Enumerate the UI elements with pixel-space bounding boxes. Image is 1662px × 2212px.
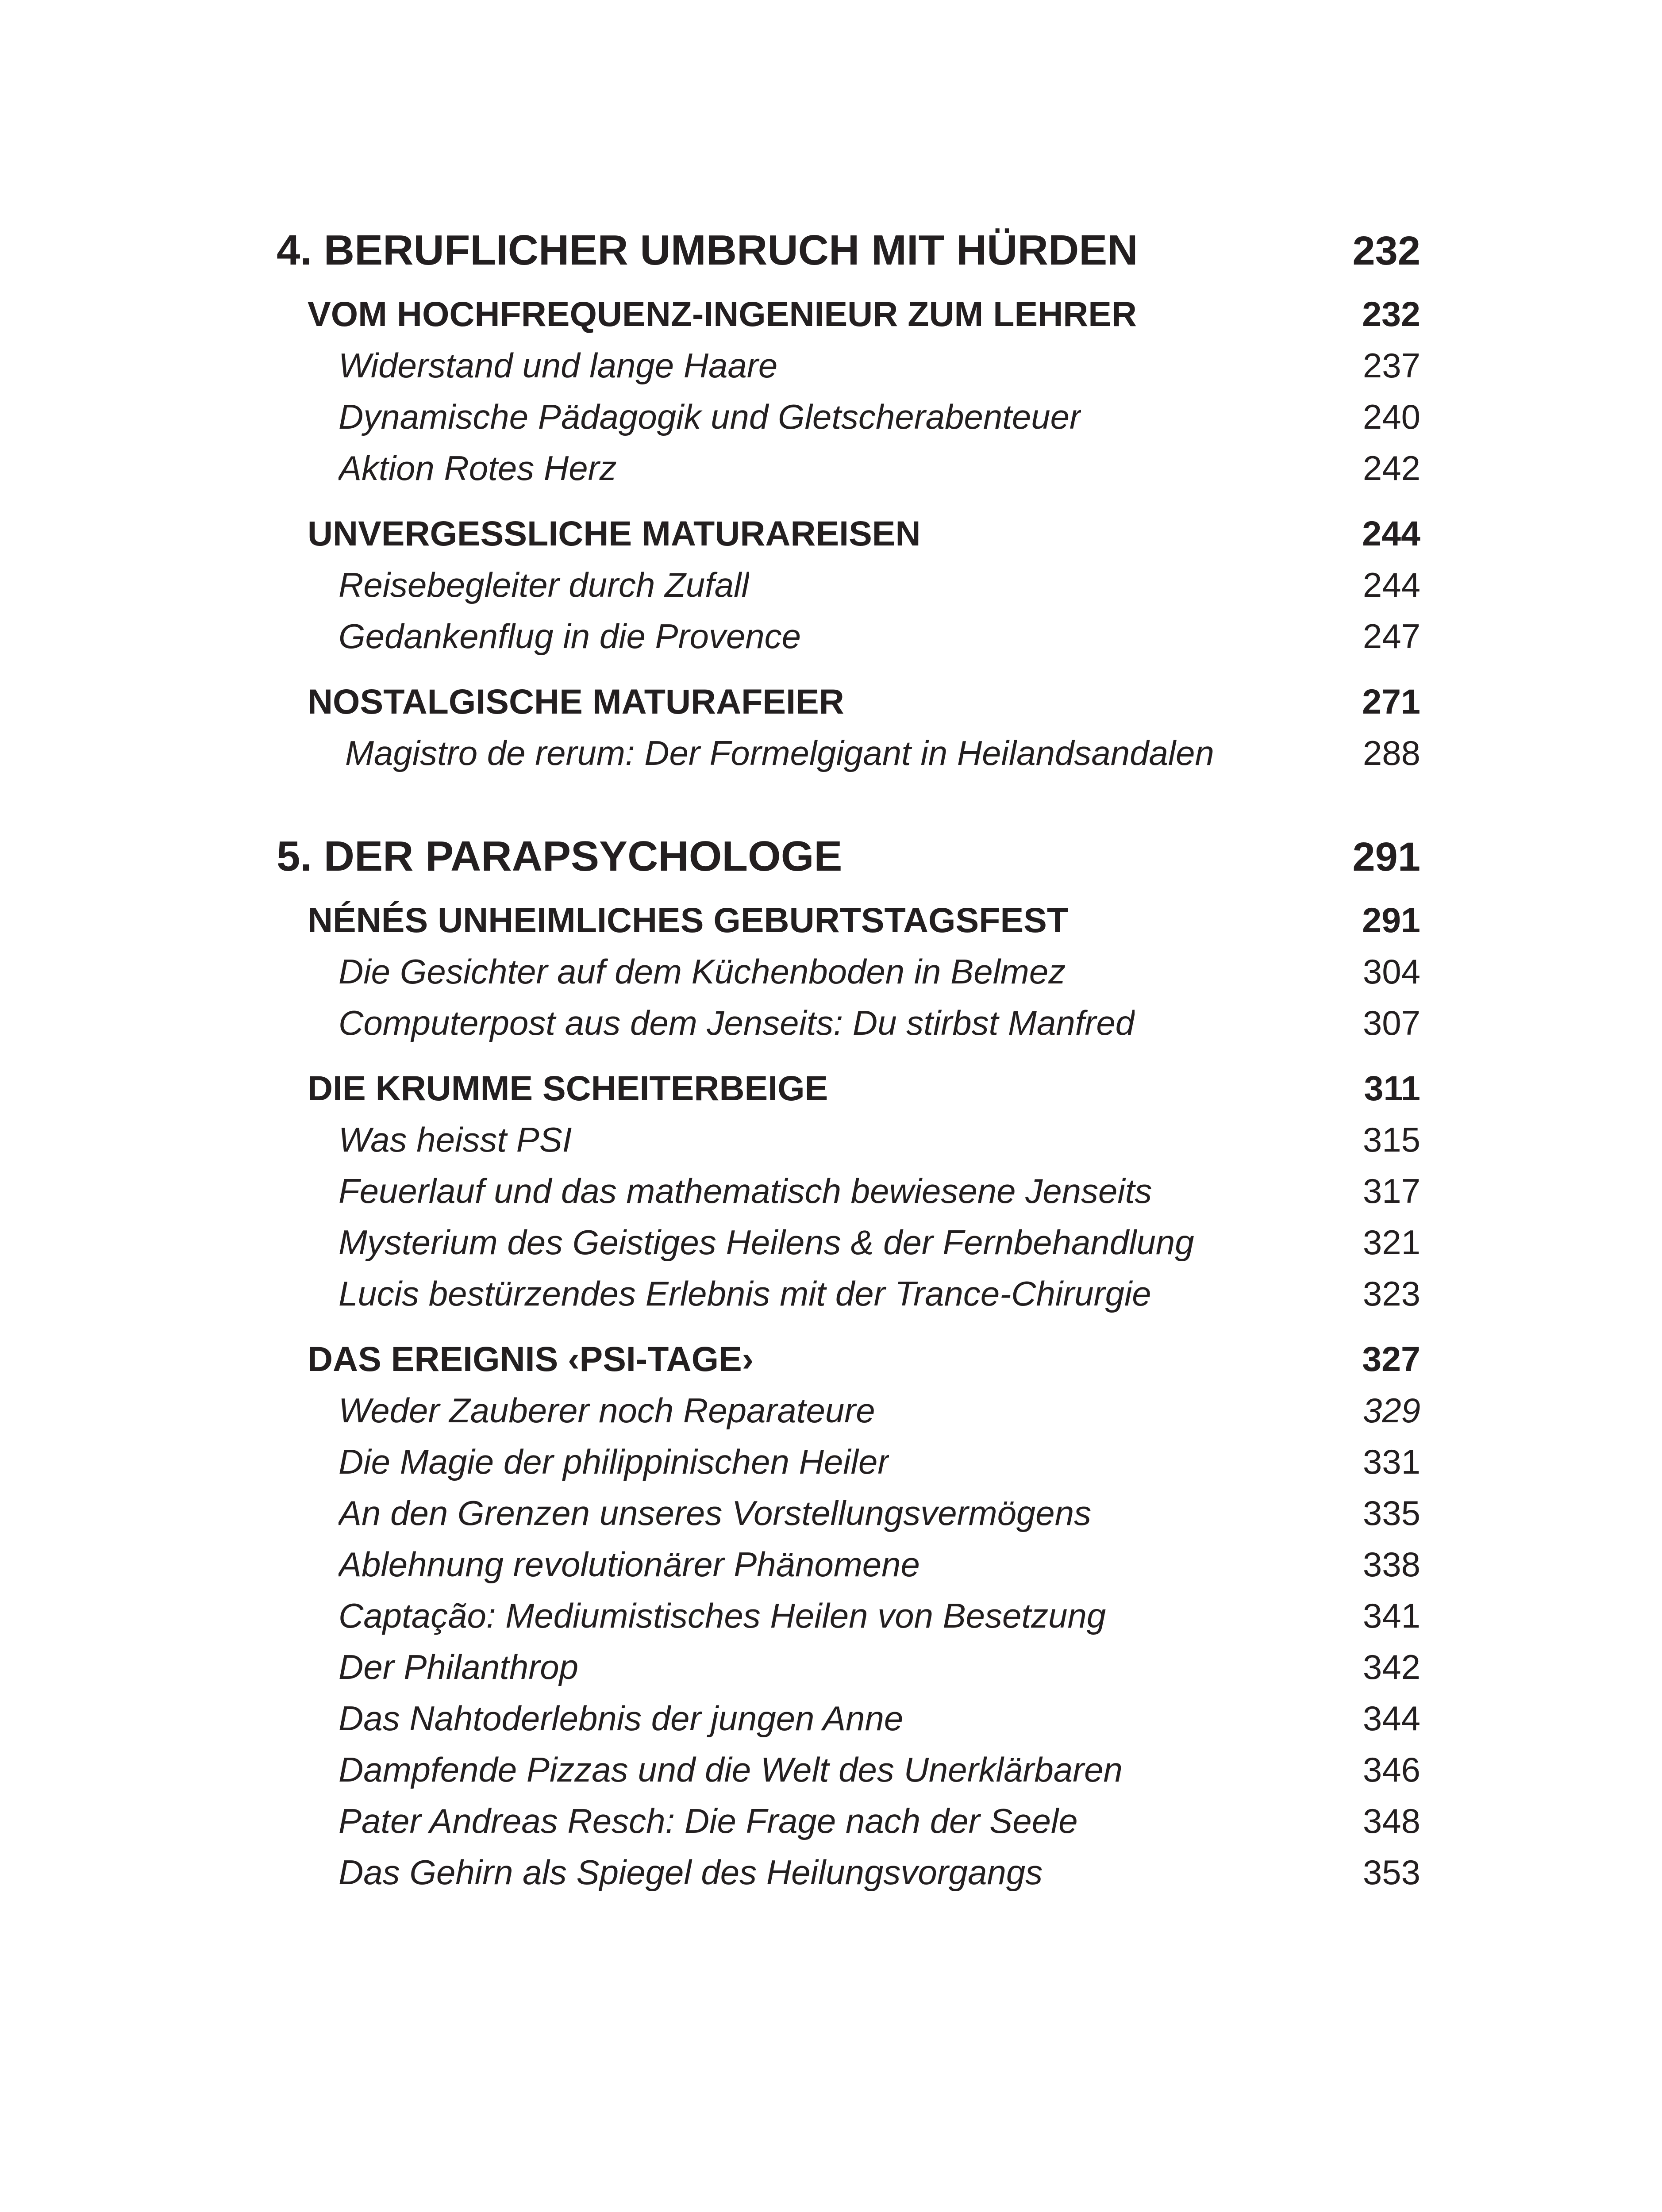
entry-title: Feuerlauf und das mathematisch bewiesene Jenseits [339, 1171, 1152, 1210]
entry-title: Reisebegleiter durch Zufall [339, 565, 749, 604]
toc-entry [277, 442, 1420, 494]
toc-chapter-5 [277, 823, 1420, 890]
entry-page-number: 331 [1362, 1442, 1420, 1481]
toc-entry [277, 611, 1420, 662]
section-page-number: 311 [1364, 1068, 1420, 1108]
toc-entry [277, 997, 1420, 1048]
toc-chapter-4 [277, 217, 1420, 284]
section-title: DAS EREIGNIS ‹PSI-TAGE› [308, 1339, 754, 1379]
chapter-page-number: 232 [1352, 228, 1420, 273]
section-title: VOM HOCHFREQUENZ-INGENIEUR ZUM LEHRER [308, 294, 1137, 334]
entry-page-number: 247 [1362, 617, 1420, 656]
toc-entry [277, 1590, 1420, 1641]
toc-section [277, 676, 1420, 727]
entry-title: Was heisst PSI [339, 1120, 572, 1159]
toc-entry [277, 1847, 1420, 1898]
entry-title: Magistro de rerum: Der Formelgigant in Heilandsandalen [345, 733, 1214, 772]
entry-page-number: 321 [1362, 1223, 1420, 1262]
section-title: NÉNÉS UNHEIMLICHES GEBURTSTAGSFEST [308, 900, 1069, 940]
entry-title: Das Gehirn als Spiegel des Heilungsvorgangs [339, 1853, 1043, 1892]
toc-section [277, 508, 1420, 559]
entry-title: Dampfende Pizzas und die Welt des Unerklärbaren [339, 1750, 1123, 1789]
toc-entry [277, 727, 1420, 779]
toc-entry [277, 1795, 1420, 1847]
entry-page-number: 338 [1362, 1545, 1420, 1584]
toc-entry [277, 340, 1420, 391]
toc-entry [277, 1114, 1420, 1165]
entry-title: Mysterium des Geistiges Heilens & der Fernbehandlung [339, 1223, 1194, 1262]
toc-entry [277, 1436, 1420, 1487]
entry-page-number: 307 [1362, 1003, 1420, 1042]
entry-title: Captação: Mediumistisches Heilen von Besetzung [339, 1596, 1106, 1635]
entry-page-number: 242 [1362, 449, 1420, 488]
toc-entry [277, 946, 1420, 997]
toc-entry [277, 1487, 1420, 1539]
entry-page-number: 288 [1362, 733, 1420, 772]
chapter-title: 4. BERUFLICHER UMBRUCH MIT HÜRDEN [277, 227, 1138, 274]
entry-page-number: 237 [1362, 346, 1420, 385]
entry-page-number: 329 [1362, 1391, 1420, 1430]
section-title: NOSTALGISCHE MATURAFEIER [308, 682, 844, 721]
toc-entry [277, 1217, 1420, 1268]
entry-page-number: 323 [1362, 1274, 1420, 1313]
entry-title: Die Magie der philippinischen Heiler [339, 1442, 889, 1481]
entry-title: Die Gesichter auf dem Küchenboden in Belmez [339, 952, 1066, 991]
toc-entry [277, 391, 1420, 442]
table-of-contents [277, 217, 1420, 1898]
entry-page-number: 240 [1362, 397, 1420, 436]
entry-page-number: 304 [1362, 952, 1420, 991]
toc-entry [277, 1268, 1420, 1319]
entry-page-number: 315 [1362, 1120, 1420, 1159]
entry-page-number: 353 [1362, 1853, 1420, 1892]
section-page-number: 291 [1362, 900, 1420, 940]
toc-entry [277, 1641, 1420, 1693]
toc-entry [277, 559, 1420, 611]
entry-page-number: 346 [1362, 1750, 1420, 1789]
entry-title: Pater Andreas Resch: Die Frage nach der Seele [339, 1801, 1078, 1840]
entry-title: Weder Zauberer noch Reparateure [339, 1391, 875, 1430]
entry-title: Ablehnung revolutionärer Phänomene [339, 1545, 920, 1584]
toc-section [277, 288, 1420, 340]
entry-title: Dynamische Pädagogik und Gletscherabenteuer [339, 397, 1081, 436]
chapter-title: 5. DER PARAPSYCHOLOGE [277, 833, 843, 880]
toc-entry [277, 1693, 1420, 1744]
entry-title: Widerstand und lange Haare [339, 346, 778, 385]
toc-entry [277, 1165, 1420, 1217]
entry-page-number: 244 [1362, 565, 1420, 604]
toc-entry [277, 1539, 1420, 1590]
toc-section [277, 895, 1420, 946]
section-page-number: 232 [1362, 294, 1420, 334]
entry-title: Computerpost aus dem Jenseits: Du stirbst Manfred [339, 1003, 1135, 1042]
section-page-number: 244 [1362, 514, 1420, 553]
section-page-number: 327 [1362, 1339, 1420, 1379]
section-title: UNVERGESSLICHE MATURAREISEN [308, 514, 921, 553]
chapter-page-number: 291 [1352, 834, 1420, 879]
toc-section [277, 1063, 1420, 1114]
entry-page-number: 342 [1362, 1647, 1420, 1686]
entry-page-number: 335 [1362, 1494, 1420, 1532]
entry-title: Aktion Rotes Herz [339, 449, 617, 488]
entry-page-number: 344 [1362, 1699, 1420, 1738]
entry-page-number: 317 [1362, 1171, 1420, 1210]
toc-entry [277, 1385, 1420, 1436]
entry-page-number: 341 [1362, 1596, 1420, 1635]
entry-title: Gedankenflug in die Provence [339, 617, 801, 656]
entry-page-number: 348 [1362, 1801, 1420, 1840]
entry-title: An den Grenzen unseres Vorstellungsvermögens [339, 1494, 1092, 1532]
entry-title: Das Nahtoderlebnis der jungen Anne [339, 1699, 904, 1738]
toc-entry [277, 1744, 1420, 1795]
toc-section [277, 1333, 1420, 1385]
entry-title: Lucis bestürzendes Erlebnis mit der Trance-Chirurgie [339, 1274, 1151, 1313]
section-title: DIE KRUMME SCHEITERBEIGE [308, 1068, 828, 1108]
section-page-number: 271 [1362, 682, 1420, 721]
entry-title: Der Philanthrop [339, 1647, 578, 1686]
